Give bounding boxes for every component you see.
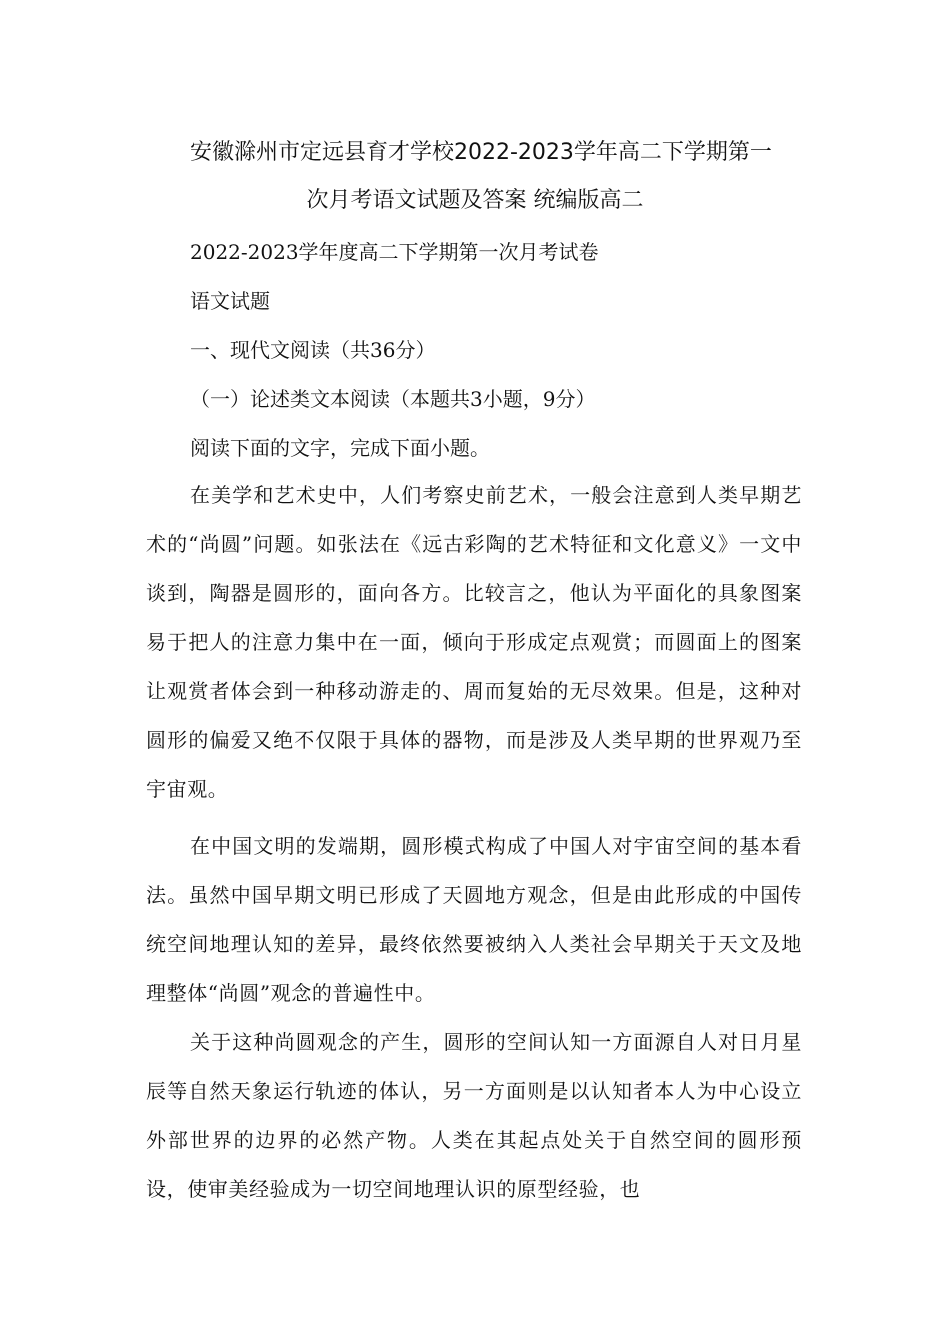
exam-name: 2022-2023学年度高二下学期第一次月考试卷: [190, 240, 599, 264]
document-title-line-1: 安徽滁州市定远县育才学校2022-2023学年高二下学期第一: [190, 140, 772, 165]
document-title-line-2: 次月考语文试题及答案 统编版高二: [306, 188, 644, 213]
subject-heading: 语文试题: [190, 289, 270, 313]
section-heading: 一、现代文阅读（共36分）: [190, 338, 436, 362]
reading-instruction: 阅读下面的文字，完成下面小题。: [190, 436, 490, 460]
body-paragraph: 在中国文明的发端期，圆形模式构成了中国人对宇宙空间的基本看法。虽然中国早期文明已形成了天圆地方观念，但是由此形成的中国传统空间地理认知的差异，最终依然要被纳入人类社会早期关于天文及地理整体“尚圆”观念的普遍性中。: [146, 834, 802, 1005]
body-paragraph: 关于这种尚圆观念的产生，圆形的空间认知一方面源自人对日月星辰等自然天象运行轨迹的体认，另一方面则是以认知者本人为中心设立外部世界的边界的必然产物。人类在其起点处关于自然空间的圆形预设，使审美经验成为一切空间地理认识的原型经验，也: [146, 1030, 802, 1201]
body-paragraph: 在美学和艺术史中，人们考察史前艺术，一般会注意到人类早期艺术的“尚圆”问题。如张法在《远古彩陶的艺术特征和文化意义》一文中谈到，陶器是圆形的，面向各方。比较言之，他认为平面化的具象图案易于把人的注意力集中在一面，倾向于形成定点观赏；而圆面上的图案让观赏者体会到一种移动游走的、周而复始的无尽效果。但是，这种对圆形的偏爱又绝不仅限于具体的器物，而是涉及人类早期的世界观乃至宇宙观。: [146, 483, 802, 801]
subsection-heading: （一）论述类文本阅读（本题共3小题，9分）: [190, 387, 596, 411]
